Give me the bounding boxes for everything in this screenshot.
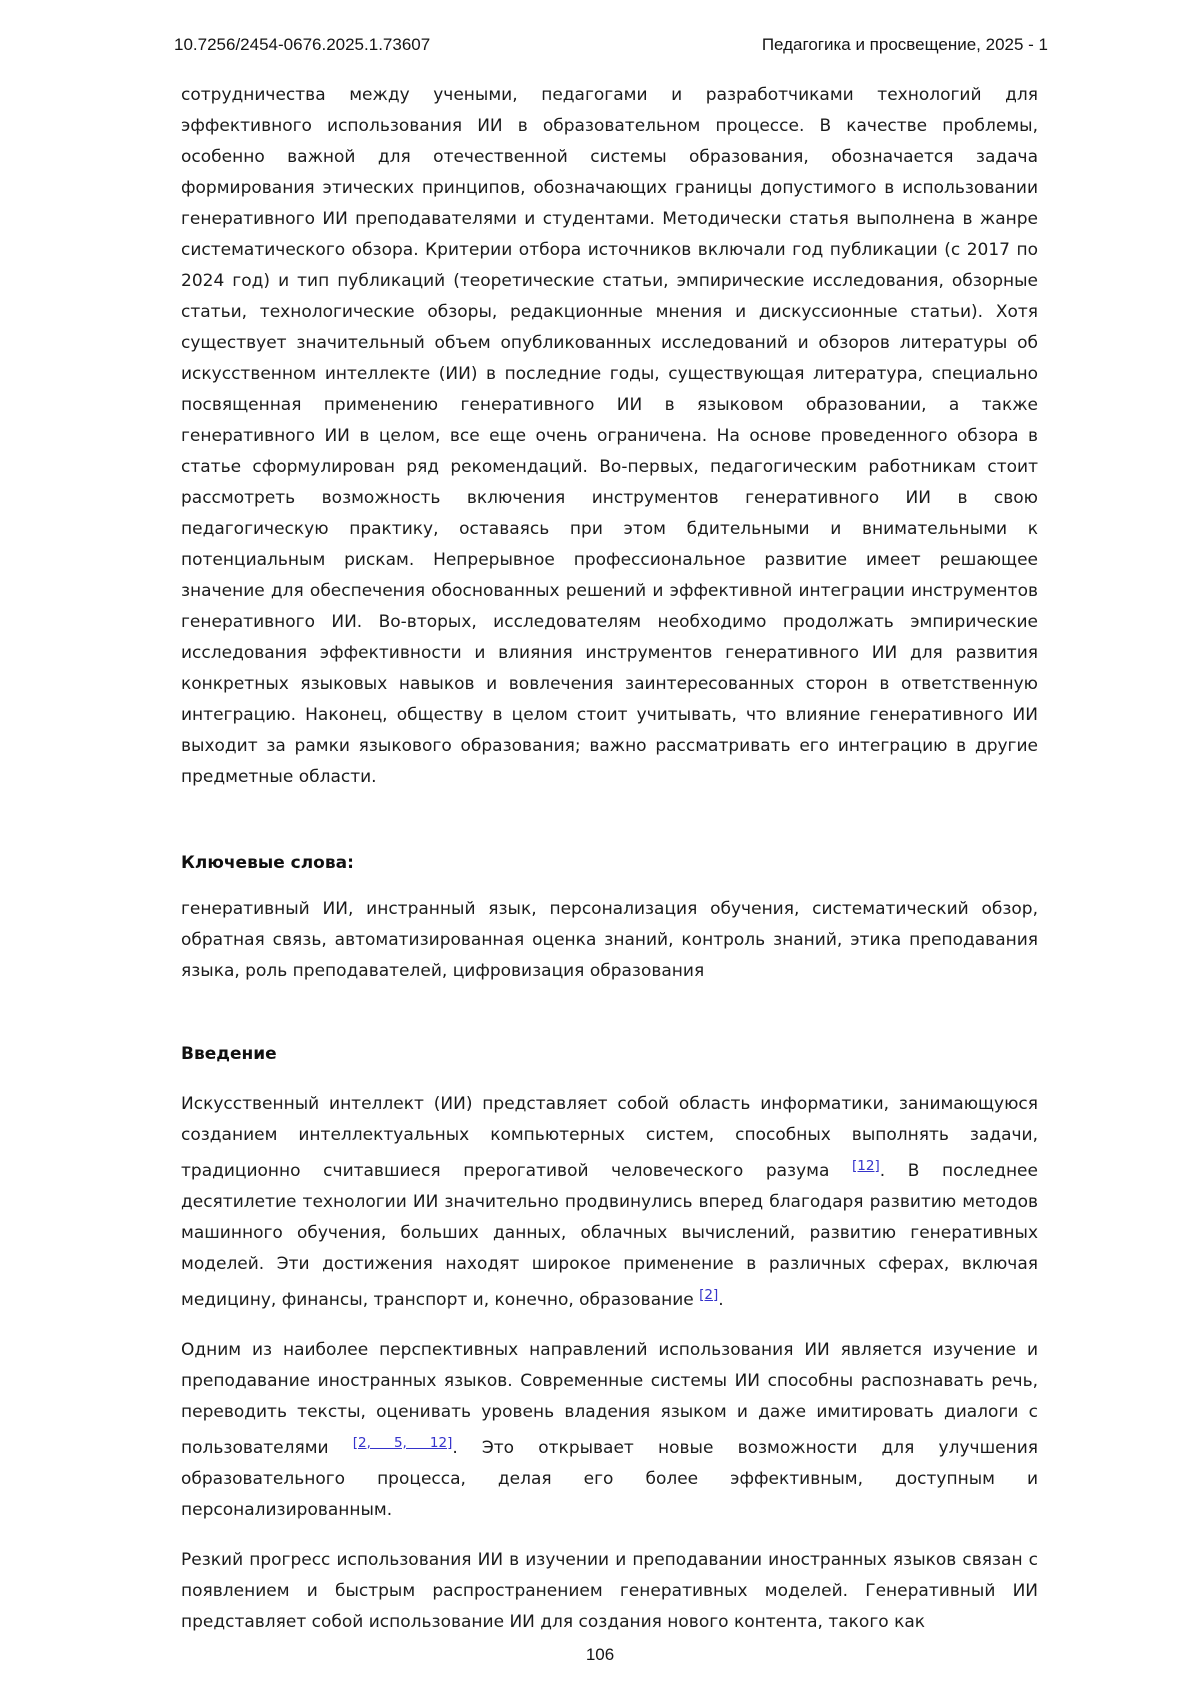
citation-link-2[interactable]: [2]	[699, 1287, 719, 1303]
abstract-paragraph: сотрудничества между учеными, педагогами и разработчиками технологий для эффективного использования ИИ в образовательном процессе. В качестве проблемы, особенно важной для отечественной системы образования, обозначается задача формирования этических принципов, обозначающих границы допустимого в использовании генеративного ИИ преподавателями и студентами. Методически статья выполнена в жанре систематического обзора. Критерии отбора источников включали год публикации (с 2017 по 2024 год) и тип публикаций (теоретические статьи, эмпирические исследования, обзорные статьи, технологические обзоры, редакционные мнения и дискуссионные статьи). Хотя существует значительный объем опубликованных исследований и обзоров литературы об искусственном интеллекте (ИИ) в последние годы, существующая литература, специально посвященная применению генеративного ИИ в языковом образовании, а также генеративного ИИ в целом, все еще очень ограничена. На основе проведенного обзора в статье сформулирован ряд рекомендаций. Во-первых, педагогическим работникам стоит рассмотреть возможность включения инструментов генеративного ИИ в свою педагогическую практику, оставаясь при этом бдительными и внимательными к потенциальным рискам. Непрерывное профессиональное развитие имеет решающее значение для обеспечения обоснованных решений и эффективной интеграции инструментов генеративного ИИ. Во-вторых, исследователям необходимо продолжать эмпирические исследования эффективности и влияния инструментов генеративного ИИ для развития конкретных языковых навыков и вовлечения заинтересованных сторон в ответственную интеграцию. Наконец, обществу в целом стоит учитывать, что влияние генеративного ИИ выходит за рамки языкового образования; важно рассматривать его интеграцию в другие предметные области.	[181, 85, 1038, 787]
running-head	[174, 35, 1048, 55]
journal-title: Педагогика и просвещение, 2025 - 1	[761, 35, 1048, 54]
citation-link-2-5-12[interactable]: [2, 5, 12]	[352, 1435, 453, 1451]
citation-link-12[interactable]: [12]	[852, 1158, 880, 1174]
intro-paragraph-1	[181, 1089, 1038, 1316]
intro-paragraph-2	[181, 1335, 1038, 1526]
intro-paragraph-3: Резкий прогресс использования ИИ в изучении и преподавании иностранных языков связан с появлением и быстрым распространением генеративных моделей. Генеративный ИИ представляет собой использование ИИ для создания нового контента, такого как	[181, 1550, 1038, 1632]
paragraph-text: Одним из наиболее перспективных направлений использования ИИ является изучение и преподавание иностранных языков. Современные системы ИИ способны распознавать речь, переводить тексты, оценивать уровень владения языком и даже имитировать диалоги с пользователями	[181, 1340, 1038, 1458]
paragraph-text: .	[718, 1290, 724, 1310]
introduction-heading: Введение	[181, 1044, 277, 1064]
page-number: 106	[585, 1645, 615, 1664]
paragraph-text: Искусственный интеллект (ИИ) представляет собой область информатики, занимающуюся созданием интеллектуальных компьютерных систем, способных выполнять задачи, традиционно считавшиеся прерогативой человеческого разума	[181, 1094, 1038, 1181]
keywords-heading: Ключевые слова:	[181, 853, 354, 873]
article-content	[181, 80, 1038, 1638]
keywords-text: генеративный ИИ, инстранный язык, персонализация обучения, систематический обзор, обратная связь, автоматизированная оценка знаний, контроль знаний, этика преподавания языка, роль преподавателей, цифровизация образования	[181, 899, 1038, 981]
page-footer	[0, 1645, 1200, 1665]
doi-text: 10.7256/2454-0676.2025.1.73607	[174, 35, 431, 54]
paragraph-text: . Это открывает новые возможности для улучшения образовательного процесса, делая его более эффективным, доступным и персонализированным.	[181, 1438, 1038, 1520]
paragraph-text: . В последнее десятилетие технологии ИИ значительно продвинулись вперед благодаря развитию методов машинного обучения, больших данных, облачных вычислений, развитию генеративных моделей. Эти достижения находят широкое применение в различных сферах, включая медицину, финансы, транспорт и, конечно, образование	[181, 1161, 1038, 1310]
